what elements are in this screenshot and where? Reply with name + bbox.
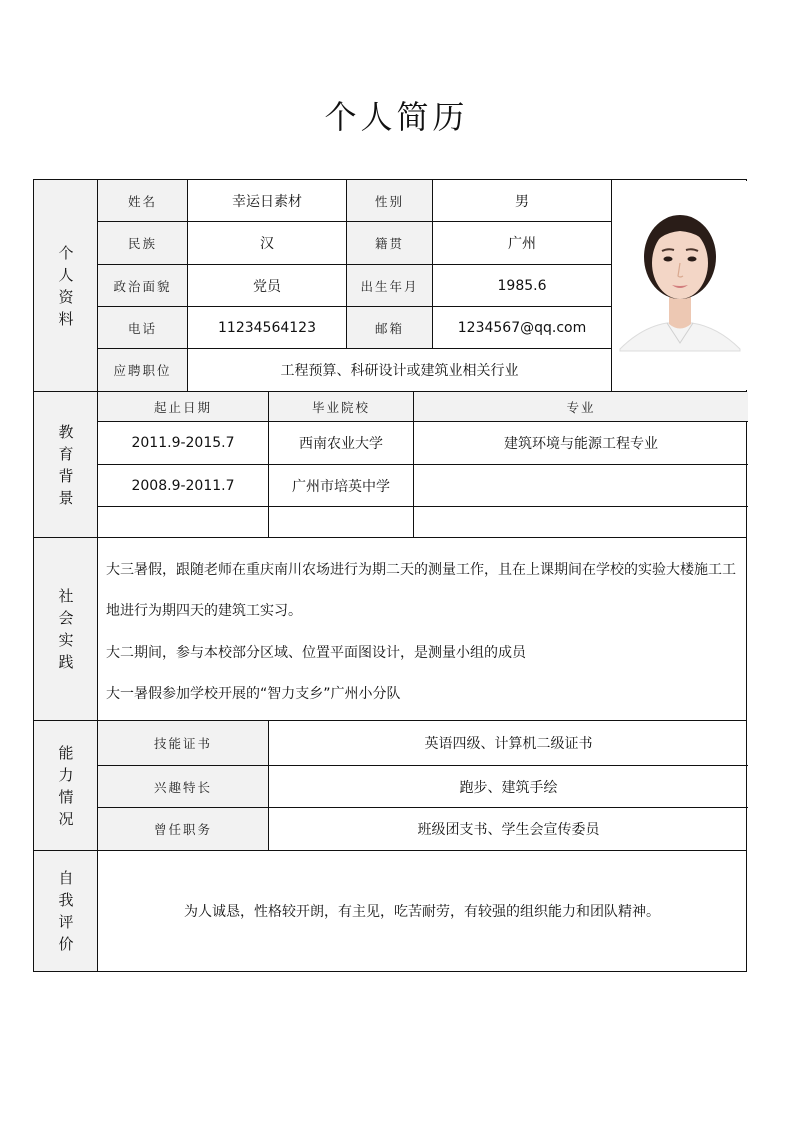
political-value: 党员: [253, 278, 281, 295]
practice-line: 大三暑假，跟随老师在重庆南川农场进行为期二天的测量工作，且在上课期间在学校的实验大楼施工工: [106, 562, 736, 578]
origin-label: 籍贯: [347, 222, 432, 264]
gender-label: 性别: [347, 180, 432, 221]
position-value: 工程预算、科研设计或建筑业相关行业: [280, 363, 519, 379]
personal-info-heading: 个人资料: [34, 180, 98, 391]
political-label: 政治面貌: [98, 265, 187, 306]
phone-label: 电话: [98, 307, 187, 348]
edu-header-school: 毕业院校: [269, 392, 413, 421]
edu-row-dates: [98, 507, 268, 537]
practice-line: 地进行为期四天的建筑工实习。: [106, 603, 302, 619]
skill-cert-value: 英语四级、计算机二级证书: [424, 736, 593, 752]
edu-row-major: [414, 465, 748, 506]
ability-section: [33, 720, 747, 851]
email-value: 1234567@qq.com: [457, 319, 587, 336]
education-section: [33, 391, 747, 538]
ethnicity-label: 民族: [98, 222, 187, 264]
birth-label: 出生年月: [347, 265, 432, 306]
gender-value: 男: [515, 193, 529, 210]
practice-line: 大二期间，参与本校部分区域、位置平面图设计，是测量小组的成员: [106, 645, 526, 661]
profile-photo: [612, 181, 747, 390]
hobby-value: 跑步、建筑手绘: [459, 779, 558, 796]
name-label: 姓名: [98, 180, 187, 221]
edu-header-dates: 起止日期: [98, 392, 268, 421]
edu-row-dates: 2008.9-2011.7: [131, 477, 235, 494]
edu-row-major: [414, 507, 748, 537]
self-eval-heading: 自我评价: [34, 851, 98, 971]
practice-section: [33, 537, 747, 721]
former-post-label: 曾任职务: [98, 808, 268, 850]
self-eval-text: 为人诚恳，性格较开朗，有主见，吃苦耐劳，有较强的组织能力和团队精神。: [184, 904, 660, 920]
origin-value: 广州: [508, 236, 536, 252]
edu-header-major: 专业: [414, 392, 748, 421]
former-post-value: 班级团支书、学生会宣传委员: [417, 822, 600, 838]
phone-value: 11234564123: [218, 319, 316, 336]
self-eval-section: [33, 850, 747, 972]
hobby-label: 兴趣特长: [98, 766, 268, 807]
edu-row-major: 建筑环境与能源工程专业: [504, 436, 658, 452]
ethnicity-value: 汉: [260, 236, 274, 252]
ability-heading: 能力情况: [34, 721, 98, 850]
email-label: 邮箱: [347, 307, 432, 348]
edu-row-school: 广州市培英中学: [292, 478, 390, 495]
practice-heading: 社会实践: [34, 538, 98, 720]
name-value: 幸运日素材: [232, 193, 302, 210]
edu-row-school: [269, 507, 413, 537]
education-heading: 教育背景: [34, 392, 98, 537]
edu-row-school: 西南农业大学: [299, 436, 383, 452]
edu-row-dates: 2011.9-2015.7: [131, 435, 235, 451]
practice-line: 大一暑假参加学校开展的“智力支乡”广州小分队: [106, 686, 401, 702]
page-title: 个人简历: [324, 98, 469, 136]
skill-cert-label: 技能证书: [98, 721, 268, 765]
position-label: 应聘职位: [98, 349, 187, 391]
personal-info-section: [33, 179, 747, 392]
birth-value: 1985.6: [497, 277, 547, 294]
